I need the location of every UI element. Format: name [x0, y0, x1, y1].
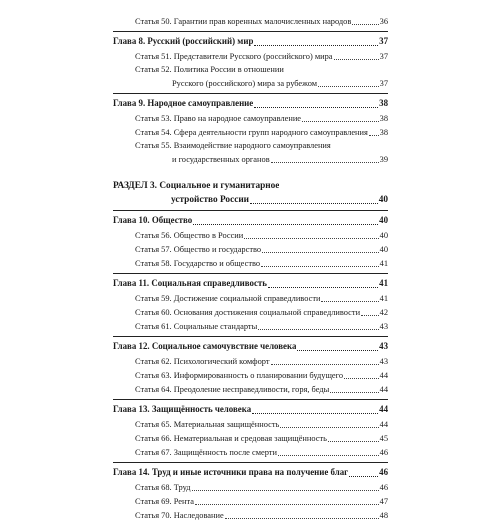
toc-page-number: 37 [379, 36, 388, 46]
toc-entry-label: Статья 61. Социальные стандарты [135, 322, 258, 331]
toc-entry-label: Глава 9. Народное самоуправление [113, 98, 254, 108]
dot-leader [250, 203, 378, 204]
toc-entry-label: Статья 64. Преодоление несправедливости, горя, беды [135, 385, 330, 394]
dot-leader [297, 350, 378, 351]
toc-article-50[interactable] [113, 14, 388, 28]
toc-page-number: 45 [379, 434, 388, 443]
dot-leader [261, 266, 379, 267]
toc-page-number: 38 [379, 128, 388, 137]
toc-article-62[interactable] [113, 354, 388, 368]
toc-article-66[interactable] [113, 431, 388, 445]
toc-entry-label: Статья 53. Право на народное самоуправление [135, 114, 302, 123]
toc-article-61[interactable] [113, 319, 388, 333]
toc-entry-label: Статья 52. Политика России в отношении [135, 65, 284, 74]
toc-entry-label: Глава 8. Русский (российский) мир [113, 36, 254, 46]
toc-entry-label: Глава 11. Социальная справедливость [113, 278, 267, 288]
toc-page-number: 43 [379, 322, 388, 331]
toc-entry-label: Русского (российского) мира за рубежом [172, 79, 318, 88]
toc-page-number: 46 [379, 483, 388, 492]
toc-entry-label: Глава 13. Защищённость человека [113, 404, 252, 414]
dot-leader [262, 252, 379, 253]
toc-entry-label: Статья 68. Труд [135, 483, 191, 492]
toc-page-number: 39 [379, 155, 388, 164]
toc-article-53[interactable] [113, 111, 388, 125]
toc-page-number: 46 [379, 467, 388, 477]
toc-entry-label: Статья 65. Материальная защищённость [135, 420, 280, 429]
toc-article-57[interactable] [113, 242, 388, 256]
dot-leader [244, 238, 378, 239]
dot-leader [369, 135, 379, 136]
dot-leader [258, 329, 378, 330]
toc-entry-label: Статья 56. Общество в России [135, 231, 244, 240]
toc-article-64[interactable] [113, 382, 388, 396]
toc-entry-label: Статья 50. Гарантии прав коренных малочисленных народов [135, 17, 352, 26]
toc-entry-label: Статья 67. Защищённость после смерти [135, 448, 277, 457]
dot-leader [254, 45, 378, 46]
toc-entry-label: Статья 66. Нематериальная и средовая защищённость [135, 434, 327, 443]
toc-entry-label: Глава 12. Социальное самочувствие человека [113, 341, 297, 351]
toc-page-number: 40 [379, 245, 388, 254]
toc-page-number: 44 [379, 420, 388, 429]
toc-entry-label: Глава 14. Труд и иные источники права на получение благ [113, 467, 349, 477]
toc-article-58[interactable] [113, 256, 388, 270]
toc-entry-label: Статья 63. Информированность о планировании будущего [135, 371, 344, 380]
dot-leader [321, 301, 378, 302]
dot-leader [268, 287, 378, 288]
toc-entry-label: Статья 51. Представители Русского (российского) мира [135, 52, 333, 61]
toc-entry-label: Статья 69. Рента [135, 497, 194, 506]
toc-chapter-10[interactable] [113, 210, 388, 228]
dot-leader [225, 518, 379, 519]
toc-page-number: 40 [378, 195, 388, 205]
toc-chapter-11[interactable] [113, 273, 388, 291]
dot-leader [252, 413, 378, 414]
dot-leader [271, 162, 379, 163]
toc-entry-label: Статья 55. Взаимодействие народного самоуправления [135, 141, 331, 150]
toc-page-number: 43 [379, 357, 388, 366]
toc-page-number: 44 [379, 404, 388, 414]
toc-entry-label: Статья 58. Государство и общество [135, 259, 261, 268]
toc-page-number: 42 [379, 308, 388, 317]
toc-page-number: 37 [379, 79, 388, 88]
toc-entry-label: Статья 57. Общество и государство [135, 245, 262, 254]
toc-page-number: 41 [379, 278, 388, 288]
toc-section-3[interactable] [113, 180, 388, 193]
toc-article-55-continued[interactable] [113, 152, 388, 166]
dot-leader [278, 455, 379, 456]
dot-leader [352, 24, 378, 25]
toc-page-number: 40 [379, 215, 388, 225]
toc-chapter-9[interactable] [113, 93, 388, 111]
toc-article-52-continued[interactable] [113, 76, 388, 90]
toc-page-number: 48 [379, 511, 388, 520]
toc-article-59[interactable] [113, 291, 388, 305]
dot-leader [192, 490, 379, 491]
toc-article-68[interactable] [113, 480, 388, 494]
toc-article-54[interactable] [113, 125, 388, 139]
dot-leader [349, 476, 378, 477]
dot-leader [330, 392, 378, 393]
toc-article-67[interactable] [113, 445, 388, 459]
dot-leader [361, 315, 379, 316]
toc-article-70[interactable] [113, 508, 388, 522]
toc-page-number: 40 [379, 231, 388, 240]
toc-chapter-14[interactable] [113, 462, 388, 480]
dot-leader [254, 107, 378, 108]
dot-leader [280, 427, 378, 428]
table-of-contents [113, 14, 388, 522]
toc-chapter-12[interactable] [113, 336, 388, 354]
dot-leader [195, 504, 379, 505]
toc-entry-label: Статья 60. Основания достижения социальной справедливости [135, 308, 361, 317]
dot-leader [318, 86, 379, 87]
toc-page-number: 41 [379, 294, 388, 303]
dot-leader [193, 224, 378, 225]
toc-article-51[interactable] [113, 49, 388, 63]
toc-page-number: 47 [379, 497, 388, 506]
toc-entry-label: Статья 62. Психологический комфорт [135, 357, 270, 366]
dot-leader [302, 121, 379, 122]
toc-article-65[interactable] [113, 417, 388, 431]
toc-section-3-continued[interactable] [113, 193, 388, 207]
dot-leader [271, 364, 379, 365]
dot-leader [344, 378, 379, 379]
toc-entry-label: РАЗДЕЛ 3. Социальное и гуманитарное [113, 181, 280, 191]
toc-article-55[interactable] [113, 139, 388, 152]
toc-article-69[interactable] [113, 494, 388, 508]
toc-page-number: 36 [379, 17, 388, 26]
toc-entry-label: Статья 59. Достижение социальной справедливости [135, 294, 321, 303]
dot-leader [328, 441, 379, 442]
toc-article-52[interactable] [113, 63, 388, 76]
toc-page-number: 41 [379, 259, 388, 268]
toc-chapter-13[interactable] [113, 399, 388, 417]
toc-entry-label: Статья 70. Наследование [135, 511, 224, 520]
toc-page-number: 44 [379, 371, 388, 380]
toc-page-number: 46 [379, 448, 388, 457]
toc-page-number: 43 [379, 341, 388, 351]
toc-entry-label: и государственных органов [172, 155, 270, 164]
toc-page-number: 44 [379, 385, 388, 394]
toc-article-60[interactable] [113, 305, 388, 319]
toc-chapter-8[interactable] [113, 31, 388, 49]
toc-page-number: 37 [379, 52, 388, 61]
dot-leader [334, 59, 379, 60]
toc-article-56[interactable] [113, 228, 388, 242]
toc-page-number: 38 [379, 98, 388, 108]
toc-entry-label: устройство России [171, 195, 250, 205]
toc-page-number: 38 [379, 114, 388, 123]
toc-entry-label: Глава 10. Общество [113, 215, 193, 225]
toc-article-63[interactable] [113, 368, 388, 382]
toc-entry-label: Статья 54. Сфера деятельности групп народного самоуправления [135, 128, 368, 137]
